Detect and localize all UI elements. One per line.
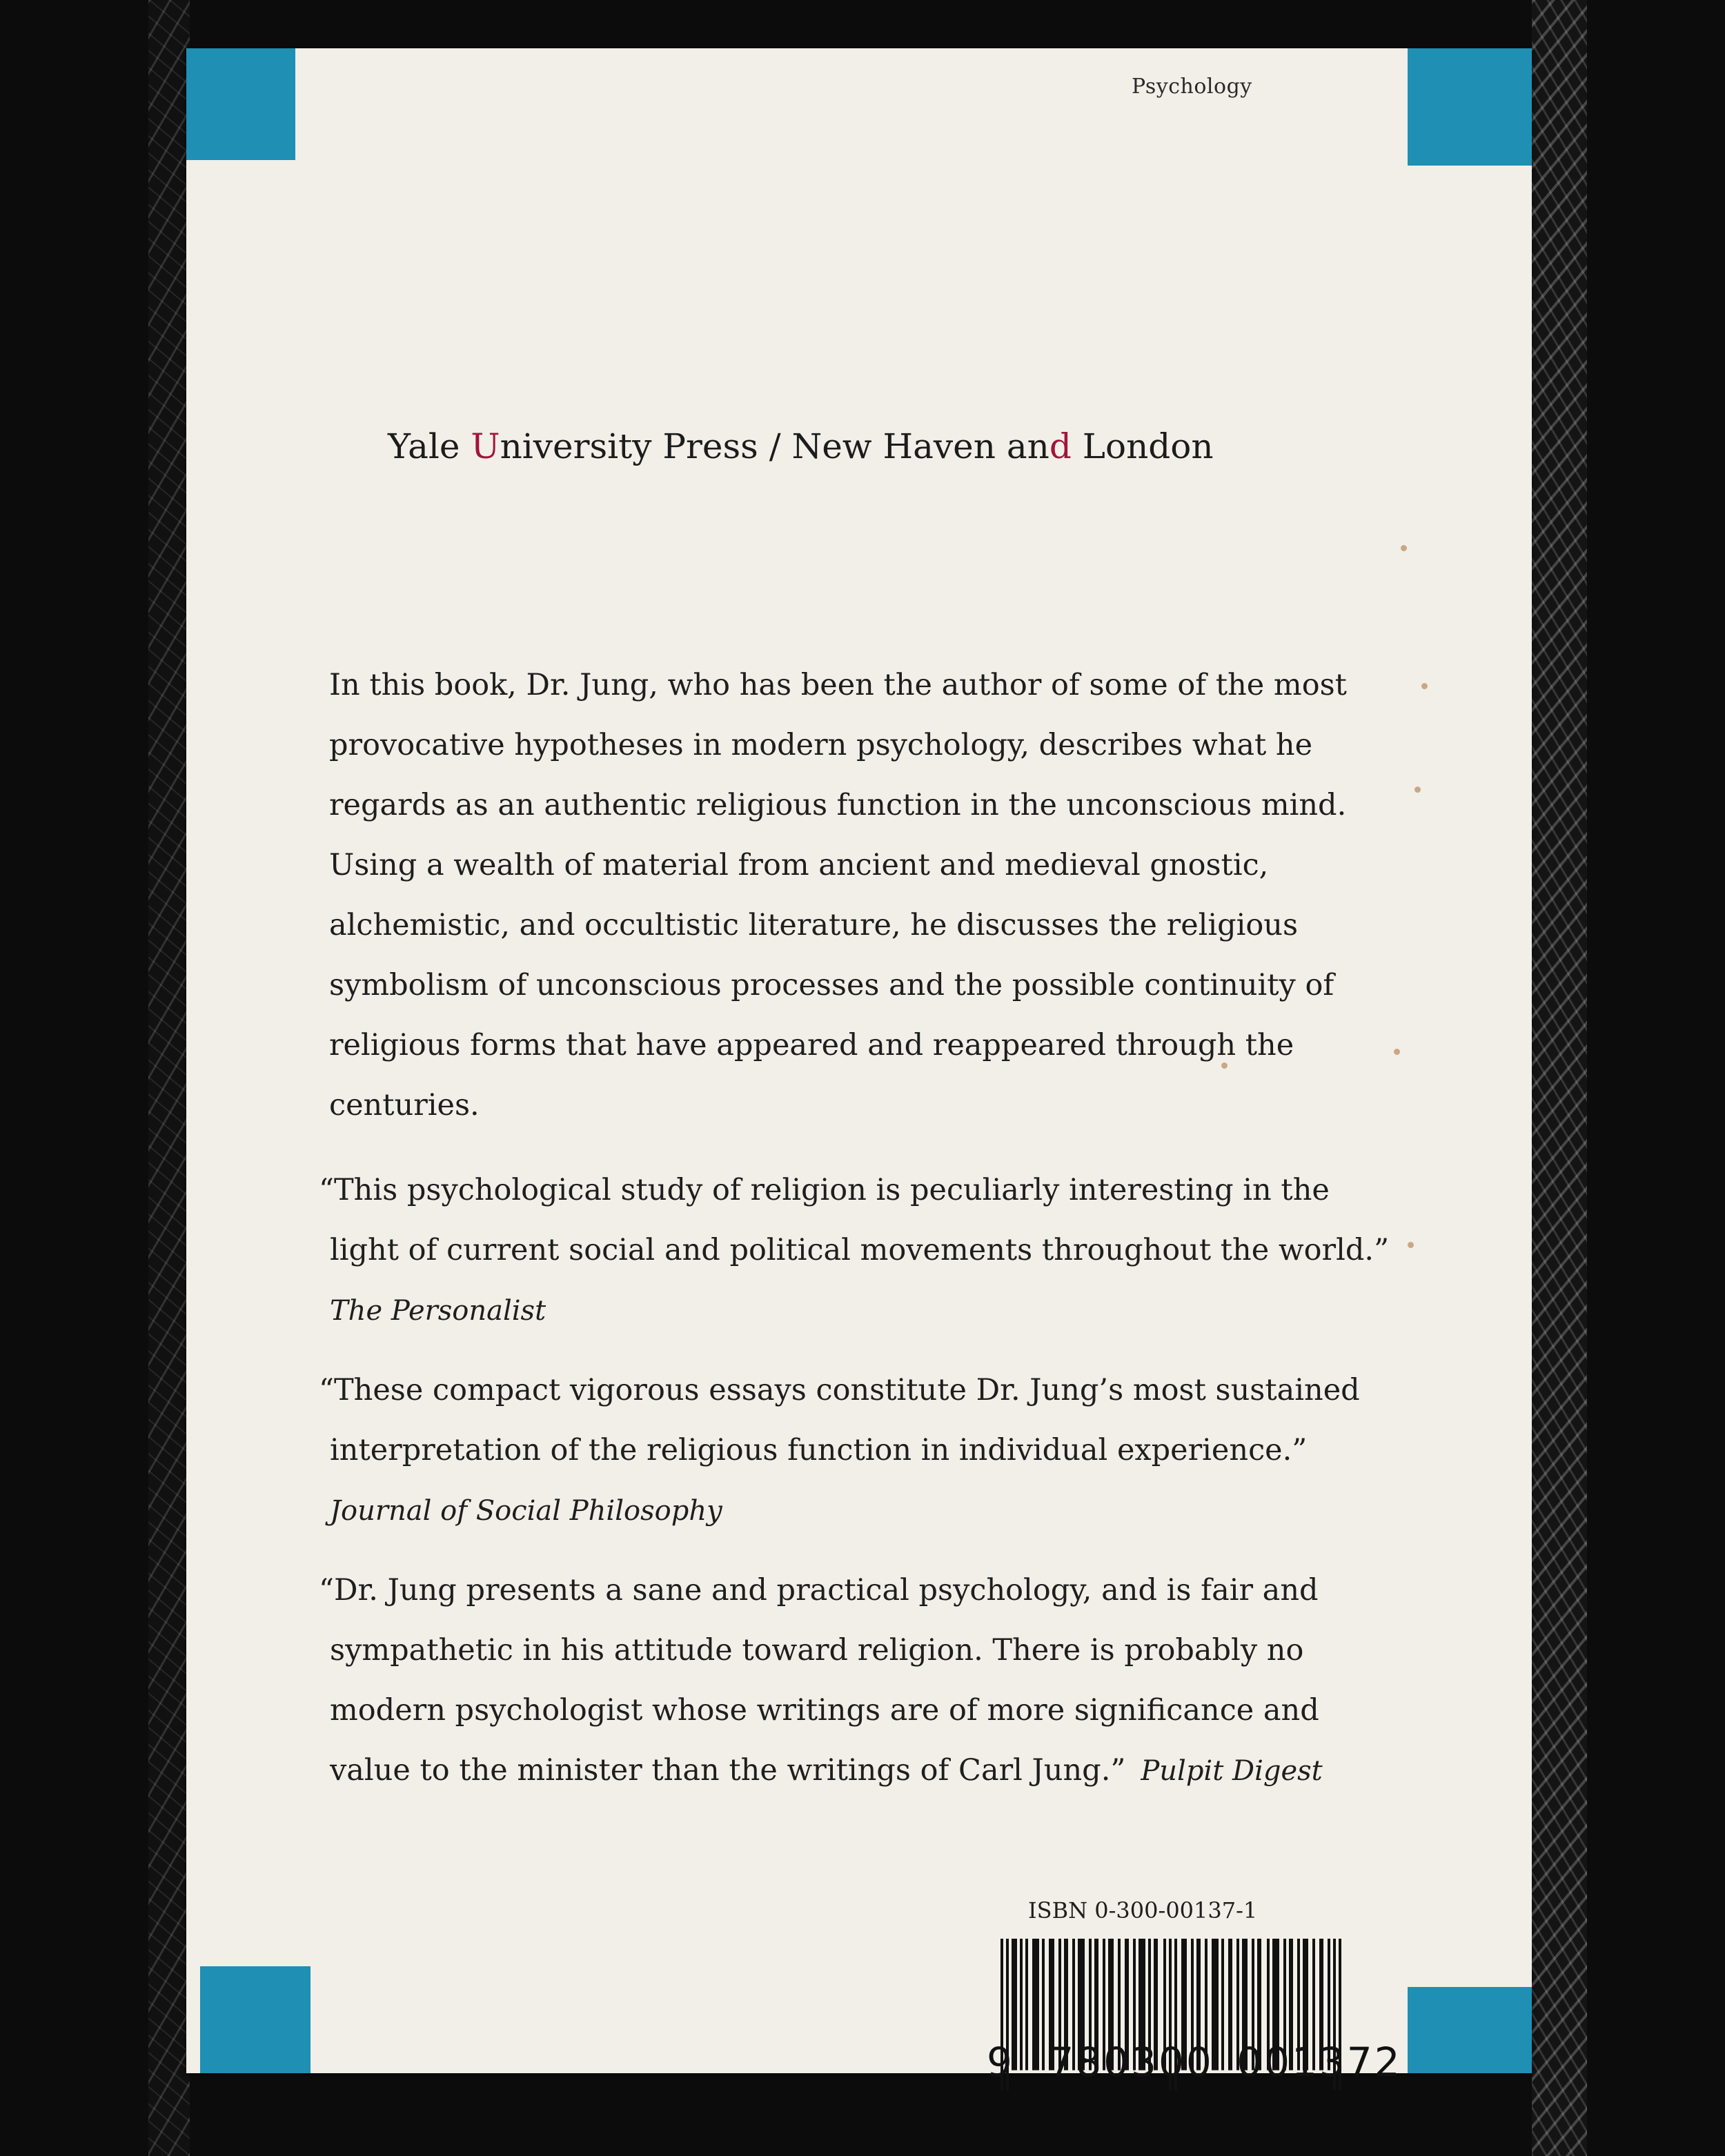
foxing-spot: [1408, 1242, 1414, 1248]
review-quote-1-text: “This psychological study of religion is peculiarly interesting in the light of current social and political movements throughout the world.”: [319, 1173, 1390, 1267]
blue-corner-top-right: [1408, 48, 1532, 166]
blue-corner-bottom-right: [1408, 1987, 1532, 2073]
foxing-spot: [1401, 545, 1407, 551]
review-quote-3-source: Pulpit Digest: [1141, 1755, 1323, 1787]
barcode-lead-digit: 9: [987, 2039, 1014, 2086]
blue-corner-top-left: [186, 48, 295, 160]
review-quote-3-text: [319, 1561, 1395, 1801]
foxing-spot: [1221, 1062, 1228, 1069]
publisher-line: [388, 426, 1214, 466]
review-quote-3-body: “Dr. Jung presents a sane and practical psychology, and is fair and sympathetic in his attitude toward religion. There is probably no modern psychologist whose writings are of more significance and value to the minister than the writings of Carl Jung.”: [319, 1573, 1319, 1788]
speckled-surface-left: [148, 0, 190, 2156]
barcode-group-1: 780300: [1048, 2039, 1214, 2086]
review-quote-2-source: Journal of Social Philosophy: [330, 1495, 722, 1527]
foxing-spot: [1394, 1049, 1400, 1055]
review-quote-1: [319, 1160, 1395, 1341]
speckled-surface-right: [1532, 0, 1587, 2156]
blue-corner-bottom-left: [200, 1966, 310, 2073]
barcode-digits: [987, 2039, 1402, 2086]
category-label: Psychology: [1132, 75, 1252, 99]
publisher-text-3: London: [1071, 426, 1214, 466]
book-back-cover: [186, 48, 1532, 2086]
review-quote-2-text: “These compact vigorous essays constitute Dr. Jung’s most sustained interpretation of the religious function in individual experience.”: [319, 1373, 1360, 1467]
foxing-spot: [1414, 787, 1421, 793]
barcode-group-2: 001372: [1236, 2039, 1402, 2086]
review-quote-2: [319, 1361, 1395, 1541]
publisher-text-2: niversity Press / New Haven an: [500, 426, 1049, 466]
review-quote-3: [319, 1561, 1395, 1801]
publisher-accent-1: U: [471, 426, 500, 466]
publisher-text-1: Yale: [388, 426, 471, 466]
book-description: In this book, Dr. Jung, who has been the author of some of the most provocative hypotheses in modern psychology, describes what he regards as an authentic religious function in the unconscious mind. Using a wealth of material from ancient and medieval gnostic, alchemistic, and occultistic literature, he discusses the religious symbolism of unconscious processes and the possible continuity of religious forms that have appeared and reappeared through the centuries.: [329, 668, 1347, 1122]
foxing-spot: [1421, 683, 1428, 689]
isbn-label: ISBN 0-300-00137-1: [1028, 1897, 1258, 1923]
publisher-accent-2: d: [1049, 426, 1072, 466]
review-quote-1-source: The Personalist: [330, 1295, 546, 1327]
